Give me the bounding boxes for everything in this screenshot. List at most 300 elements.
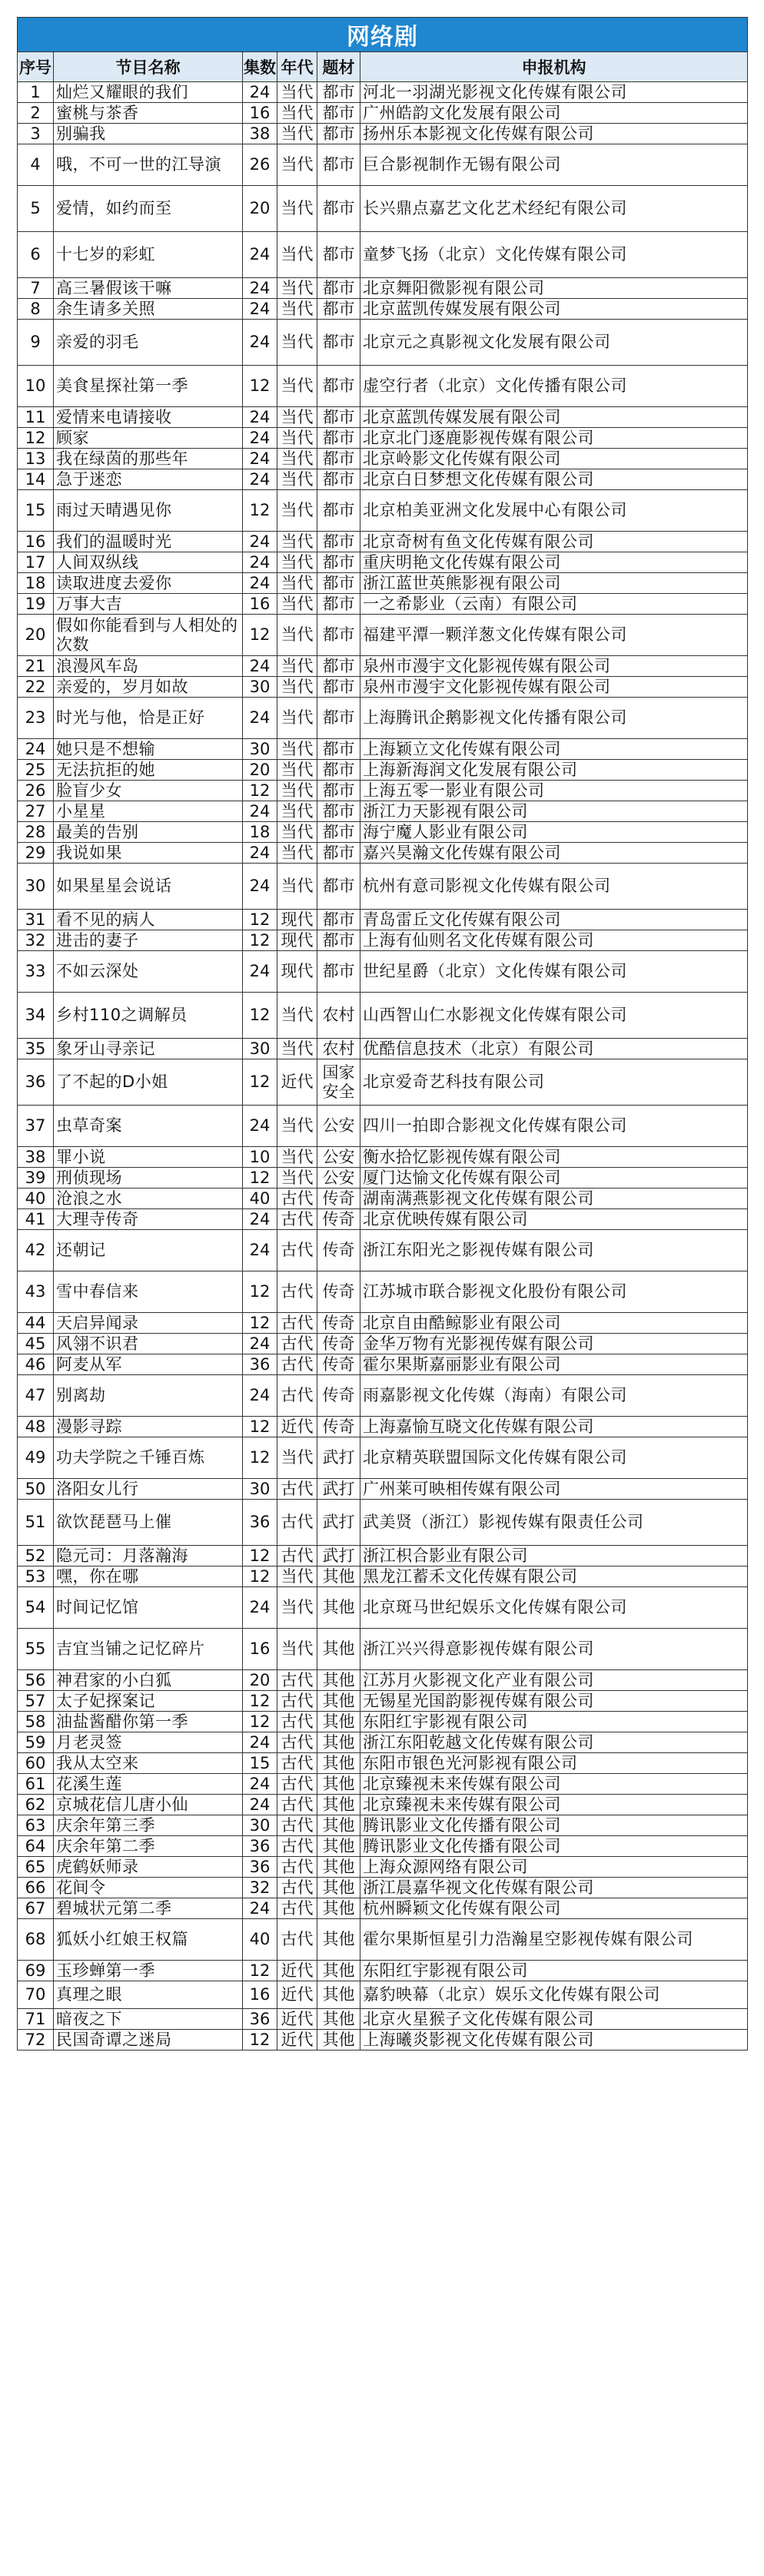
cell-title: 暗夜之下 (54, 2009, 243, 2030)
table-row (18, 552, 748, 573)
cell-genre: 都市 (317, 144, 360, 186)
cell-genre: 传奇 (317, 1313, 360, 1334)
cell-era: 当代 (277, 1106, 317, 1147)
cell-number: 15 (18, 490, 54, 532)
cell-organization: 世纪星爵（北京）文化传媒有限公司 (360, 951, 748, 993)
cell-episodes: 24 (243, 449, 277, 469)
header-number: 序号 (18, 52, 54, 82)
cell-number: 3 (18, 124, 54, 144)
cell-title: 象牙山寻亲记 (54, 1039, 243, 1059)
cell-organization: 嘉兴昊瀚文化传媒有限公司 (360, 843, 748, 864)
table-row (18, 1670, 748, 1691)
table-row (18, 144, 748, 186)
cell-organization: 黑龙江蓄禾文化传媒有限公司 (360, 1566, 748, 1587)
cell-number: 17 (18, 552, 54, 573)
cell-era: 当代 (277, 993, 317, 1039)
cell-number: 16 (18, 532, 54, 552)
table-row (18, 1774, 748, 1795)
cell-title: 人间双纵线 (54, 552, 243, 573)
table-row (18, 1691, 748, 1712)
table-row (18, 1417, 748, 1437)
cell-title: 狐妖小红娘王权篇 (54, 1919, 243, 1961)
cell-episodes: 12 (243, 1059, 277, 1106)
cell-era: 当代 (277, 1147, 317, 1168)
cell-title: 蜜桃与茶香 (54, 103, 243, 124)
cell-era: 近代 (277, 2030, 317, 2051)
cell-number: 70 (18, 1981, 54, 2009)
cell-episodes: 16 (243, 103, 277, 124)
cell-episodes: 36 (243, 2009, 277, 2030)
cell-title: 不如云深处 (54, 951, 243, 993)
cell-organization: 上海嘉愉互晓文化传媒有限公司 (360, 1417, 748, 1437)
cell-title: 罪小说 (54, 1147, 243, 1168)
cell-title: 亲爱的羽毛 (54, 320, 243, 366)
table-row (18, 1898, 748, 1919)
cell-genre: 传奇 (317, 1230, 360, 1271)
table-row (18, 82, 748, 103)
table-row (18, 1354, 748, 1375)
cell-genre: 传奇 (317, 1375, 360, 1417)
cell-genre: 都市 (317, 124, 360, 144)
cell-number: 35 (18, 1039, 54, 1059)
cell-number: 47 (18, 1375, 54, 1417)
cell-title: 乡村110之调解员 (54, 993, 243, 1039)
cell-episodes: 30 (243, 677, 277, 698)
cell-title: 我们的温暖时光 (54, 532, 243, 552)
table-row (18, 1732, 748, 1753)
cell-episodes: 12 (243, 993, 277, 1039)
header-episodes: 集数 (243, 52, 277, 82)
cell-organization: 江苏月火影视文化产业有限公司 (360, 1670, 748, 1691)
cell-episodes: 12 (243, 781, 277, 801)
cell-organization: 青岛雷丘文化传媒有限公司 (360, 910, 748, 930)
cell-era: 当代 (277, 677, 317, 698)
table-row (18, 232, 748, 278)
table-row (18, 1334, 748, 1354)
cell-episodes: 24 (243, 1774, 277, 1795)
cell-era: 古代 (277, 1712, 317, 1732)
cell-genre: 传奇 (317, 1354, 360, 1375)
cell-genre: 其他 (317, 1670, 360, 1691)
cell-number: 59 (18, 1732, 54, 1753)
cell-era: 当代 (277, 532, 317, 552)
cell-number: 65 (18, 1857, 54, 1878)
cell-episodes: 12 (243, 1961, 277, 1981)
cell-number: 36 (18, 1059, 54, 1106)
cell-number: 37 (18, 1106, 54, 1147)
cell-era: 当代 (277, 1629, 317, 1670)
cell-organization: 河北一羽湖光影视文化传媒有限公司 (360, 82, 748, 103)
cell-genre: 传奇 (317, 1189, 360, 1209)
cell-episodes: 24 (243, 1795, 277, 1815)
cell-episodes: 24 (243, 698, 277, 739)
cell-era: 近代 (277, 2009, 317, 2030)
cell-title: 沧浪之水 (54, 1189, 243, 1209)
cell-organization: 北京火星猴子文化传媒有限公司 (360, 2009, 748, 2030)
table-row (18, 993, 748, 1039)
cell-number: 7 (18, 278, 54, 299)
cell-genre: 其他 (317, 1981, 360, 2009)
cell-era: 现代 (277, 951, 317, 993)
cell-number: 14 (18, 469, 54, 490)
cell-number: 48 (18, 1417, 54, 1437)
cell-number: 42 (18, 1230, 54, 1271)
cell-genre: 其他 (317, 2030, 360, 2051)
cell-number: 8 (18, 299, 54, 320)
cell-era: 古代 (277, 1670, 317, 1691)
cell-organization: 北京爱奇艺科技有限公司 (360, 1059, 748, 1106)
cell-era: 古代 (277, 1354, 317, 1375)
cell-organization: 江苏城市联合影视文化股份有限公司 (360, 1271, 748, 1313)
cell-episodes: 24 (243, 1209, 277, 1230)
cell-organization: 四川一拍即合影视文化传媒有限公司 (360, 1106, 748, 1147)
cell-title: 庆余年第二季 (54, 1836, 243, 1857)
cell-organization: 浙江东阳乾越文化传媒有限公司 (360, 1732, 748, 1753)
cell-genre: 都市 (317, 469, 360, 490)
cell-number: 26 (18, 781, 54, 801)
cell-number: 45 (18, 1334, 54, 1354)
cell-title: 无法抗拒的她 (54, 760, 243, 781)
cell-genre: 都市 (317, 407, 360, 428)
cell-era: 古代 (277, 1898, 317, 1919)
cell-title: 读取进度去爱你 (54, 573, 243, 594)
cell-episodes: 40 (243, 1189, 277, 1209)
cell-episodes: 24 (243, 428, 277, 449)
cell-episodes: 24 (243, 552, 277, 573)
cell-organization: 浙江枳合影业有限公司 (360, 1546, 748, 1566)
cell-episodes: 36 (243, 1836, 277, 1857)
cell-organization: 武美贤（浙江）影视传媒有限责任公司 (360, 1500, 748, 1546)
header-organization: 申报机构 (360, 52, 748, 82)
cell-era: 当代 (277, 366, 317, 407)
cell-episodes: 12 (243, 1546, 277, 1566)
table-row (18, 1437, 748, 1479)
table-row (18, 2009, 748, 2030)
cell-title: 隐元司：月落瀚海 (54, 1546, 243, 1566)
cell-number: 5 (18, 186, 54, 232)
cell-number: 52 (18, 1546, 54, 1566)
cell-organization: 上海新海润文化发展有限公司 (360, 760, 748, 781)
cell-episodes: 16 (243, 1981, 277, 2009)
cell-title: 她只是不想输 (54, 739, 243, 760)
cell-number: 54 (18, 1587, 54, 1629)
cell-number: 25 (18, 760, 54, 781)
table-row (18, 1712, 748, 1732)
cell-title: 亲爱的，岁月如故 (54, 677, 243, 698)
cell-title: 美食星探社第一季 (54, 366, 243, 407)
cell-number: 1 (18, 82, 54, 103)
cell-genre: 都市 (317, 573, 360, 594)
cell-episodes: 26 (243, 144, 277, 186)
cell-era: 现代 (277, 910, 317, 930)
cell-episodes: 24 (243, 656, 277, 677)
table-row (18, 469, 748, 490)
cell-title: 嘿，你在哪 (54, 1566, 243, 1587)
table-row (18, 1836, 748, 1857)
table-row (18, 103, 748, 124)
cell-episodes: 16 (243, 594, 277, 615)
table-row (18, 594, 748, 615)
cell-era: 当代 (277, 428, 317, 449)
table-row (18, 299, 748, 320)
cell-title: 风翎不识君 (54, 1334, 243, 1354)
cell-title: 功夫学院之千锤百炼 (54, 1437, 243, 1479)
cell-era: 当代 (277, 739, 317, 760)
cell-title: 京城花信儿唐小仙 (54, 1795, 243, 1815)
table-row (18, 1500, 748, 1546)
cell-era: 当代 (277, 843, 317, 864)
cell-era: 当代 (277, 407, 317, 428)
cell-era: 当代 (277, 573, 317, 594)
cell-episodes: 12 (243, 910, 277, 930)
cell-title: 别骗我 (54, 124, 243, 144)
cell-genre: 其他 (317, 1691, 360, 1712)
cell-genre: 都市 (317, 103, 360, 124)
cell-episodes: 15 (243, 1753, 277, 1774)
cell-organization: 雨嘉影视文化传媒（海南）有限公司 (360, 1375, 748, 1417)
table-title-row (18, 18, 748, 52)
cell-episodes: 30 (243, 1039, 277, 1059)
cell-episodes: 24 (243, 1375, 277, 1417)
table-row (18, 698, 748, 739)
cell-title: 小星星 (54, 801, 243, 822)
cell-title: 大理寺传奇 (54, 1209, 243, 1230)
table-row (18, 1961, 748, 1981)
cell-episodes: 24 (243, 864, 277, 910)
cell-organization: 霍尔果斯恒星引力浩瀚星空影视传媒有限公司 (360, 1919, 748, 1961)
cell-genre: 其他 (317, 1774, 360, 1795)
cell-title: 急于迷恋 (54, 469, 243, 490)
cell-number: 68 (18, 1919, 54, 1961)
cell-genre: 其他 (317, 1566, 360, 1587)
table-row (18, 1919, 748, 1961)
cell-era: 当代 (277, 552, 317, 573)
cell-number: 11 (18, 407, 54, 428)
table-row (18, 801, 748, 822)
cell-organization: 杭州有意司影视文化传媒有限公司 (360, 864, 748, 910)
cell-title: 吉宜当铺之记忆碎片 (54, 1629, 243, 1670)
cell-number: 66 (18, 1878, 54, 1898)
cell-episodes: 24 (243, 1732, 277, 1753)
cell-organization: 重庆明艳文化传媒有限公司 (360, 552, 748, 573)
table-row (18, 739, 748, 760)
cell-number: 69 (18, 1961, 54, 1981)
cell-genre: 其他 (317, 1712, 360, 1732)
cell-genre: 都市 (317, 698, 360, 739)
cell-title: 庆余年第三季 (54, 1815, 243, 1836)
cell-genre: 都市 (317, 760, 360, 781)
cell-era: 当代 (277, 186, 317, 232)
cell-title: 看不见的病人 (54, 910, 243, 930)
cell-number: 46 (18, 1354, 54, 1375)
cell-episodes: 12 (243, 1712, 277, 1732)
cell-episodes: 30 (243, 739, 277, 760)
cell-episodes: 24 (243, 1587, 277, 1629)
cell-era: 当代 (277, 1437, 317, 1479)
cell-genre: 都市 (317, 299, 360, 320)
cell-number: 31 (18, 910, 54, 930)
table-row (18, 1375, 748, 1417)
table-title: 网络剧 (18, 18, 748, 52)
cell-title: 假如你能看到与人相处的次数 (54, 615, 243, 656)
cell-era: 古代 (277, 1375, 317, 1417)
cell-organization: 金华万物有光影视传媒有限公司 (360, 1334, 748, 1354)
cell-number: 33 (18, 951, 54, 993)
cell-number: 4 (18, 144, 54, 186)
table-row (18, 1587, 748, 1629)
cell-episodes: 24 (243, 1230, 277, 1271)
cell-episodes: 20 (243, 1670, 277, 1691)
cell-era: 当代 (277, 144, 317, 186)
cell-genre: 其他 (317, 2009, 360, 2030)
cell-organization: 优酷信息技术（北京）有限公司 (360, 1039, 748, 1059)
cell-title: 高三暑假该干嘛 (54, 278, 243, 299)
cell-era: 古代 (277, 1815, 317, 1836)
table-row (18, 1313, 748, 1334)
cell-era: 当代 (277, 698, 317, 739)
cell-episodes: 16 (243, 1629, 277, 1670)
table-row (18, 124, 748, 144)
cell-title: 洛阳女儿行 (54, 1479, 243, 1500)
cell-number: 60 (18, 1753, 54, 1774)
cell-number: 38 (18, 1147, 54, 1168)
cell-organization: 东阳红宇影视有限公司 (360, 1961, 748, 1981)
table-row (18, 1795, 748, 1815)
cell-number: 9 (18, 320, 54, 366)
cell-organization: 衡水拾忆影视传媒有限公司 (360, 1147, 748, 1168)
cell-era: 近代 (277, 1981, 317, 2009)
header-title: 节目名称 (54, 52, 243, 82)
cell-genre: 都市 (317, 366, 360, 407)
cell-title: 刑侦现场 (54, 1168, 243, 1189)
cell-number: 40 (18, 1189, 54, 1209)
cell-number: 58 (18, 1712, 54, 1732)
table-row (18, 407, 748, 428)
cell-era: 当代 (277, 103, 317, 124)
cell-episodes: 24 (243, 278, 277, 299)
cell-title: 欲饮琵琶马上催 (54, 1500, 243, 1546)
cell-organization: 北京蓝凯传媒发展有限公司 (360, 299, 748, 320)
cell-organization: 东阳红宇影视有限公司 (360, 1712, 748, 1732)
cell-genre: 都市 (317, 822, 360, 843)
cell-era: 当代 (277, 232, 317, 278)
cell-number: 53 (18, 1566, 54, 1587)
table-row (18, 1981, 748, 2009)
cell-number: 24 (18, 739, 54, 760)
cell-era: 近代 (277, 1059, 317, 1106)
cell-number: 21 (18, 656, 54, 677)
table-row (18, 320, 748, 366)
cell-number: 44 (18, 1313, 54, 1334)
cell-organization: 霍尔果斯嘉丽影业有限公司 (360, 1354, 748, 1375)
cell-genre: 都市 (317, 320, 360, 366)
cell-episodes: 24 (243, 1334, 277, 1354)
cell-genre: 都市 (317, 278, 360, 299)
cell-title: 时光与他，恰是正好 (54, 698, 243, 739)
cell-title: 还朝记 (54, 1230, 243, 1271)
table-row (18, 843, 748, 864)
cell-organization: 北京白日梦想文化传媒有限公司 (360, 469, 748, 490)
cell-organization: 湖南满燕影视文化传媒有限公司 (360, 1189, 748, 1209)
cell-genre: 其他 (317, 1836, 360, 1857)
cell-era: 当代 (277, 449, 317, 469)
cell-number: 72 (18, 2030, 54, 2051)
cell-organization: 杭州瞬颖文化传媒有限公司 (360, 1898, 748, 1919)
cell-episodes: 18 (243, 822, 277, 843)
cell-era: 当代 (277, 490, 317, 532)
cell-number: 27 (18, 801, 54, 822)
cell-organization: 上海颖立文化传媒有限公司 (360, 739, 748, 760)
cell-episodes: 24 (243, 843, 277, 864)
cell-number: 64 (18, 1836, 54, 1857)
cell-genre: 其他 (317, 1815, 360, 1836)
cell-genre: 其他 (317, 1857, 360, 1878)
cell-era: 古代 (277, 1271, 317, 1313)
cell-episodes: 12 (243, 615, 277, 656)
table-row (18, 573, 748, 594)
cell-genre: 公安 (317, 1168, 360, 1189)
cell-genre: 都市 (317, 781, 360, 801)
table-row (18, 449, 748, 469)
cell-title: 碧城状元第二季 (54, 1898, 243, 1919)
table-row (18, 1271, 748, 1313)
cell-organization: 腾讯影业文化传播有限公司 (360, 1815, 748, 1836)
cell-genre: 国家安全 (317, 1059, 360, 1106)
cell-era: 古代 (277, 1795, 317, 1815)
cell-number: 6 (18, 232, 54, 278)
table-row (18, 366, 748, 407)
cell-era: 古代 (277, 1230, 317, 1271)
cell-organization: 一之希影业（云南）有限公司 (360, 594, 748, 615)
cell-episodes: 24 (243, 532, 277, 552)
cell-title: 爱情，如约而至 (54, 186, 243, 232)
cell-organization: 福建平潭一颗洋葱文化传媒有限公司 (360, 615, 748, 656)
cell-organization: 上海有仙则名文化传媒有限公司 (360, 930, 748, 951)
cell-title: 花溪生莲 (54, 1774, 243, 1795)
cell-era: 古代 (277, 1313, 317, 1334)
cell-number: 51 (18, 1500, 54, 1546)
cell-era: 现代 (277, 930, 317, 951)
cell-era: 当代 (277, 822, 317, 843)
cell-title: 十七岁的彩虹 (54, 232, 243, 278)
cell-era: 当代 (277, 278, 317, 299)
cell-era: 古代 (277, 1774, 317, 1795)
cell-episodes: 32 (243, 1878, 277, 1898)
cell-organization: 东阳市银色光河影视有限公司 (360, 1753, 748, 1774)
cell-genre: 都市 (317, 449, 360, 469)
cell-era: 古代 (277, 1919, 317, 1961)
cell-organization: 北京臻视未来传媒有限公司 (360, 1795, 748, 1815)
cell-title: 天启异闻录 (54, 1313, 243, 1334)
cell-number: 56 (18, 1670, 54, 1691)
cell-era: 当代 (277, 1039, 317, 1059)
cell-organization: 长兴鼎点嘉艺文化艺术经纪有限公司 (360, 186, 748, 232)
cell-organization: 北京蓝凯传媒发展有限公司 (360, 407, 748, 428)
cell-title: 余生请多关照 (54, 299, 243, 320)
cell-genre: 传奇 (317, 1271, 360, 1313)
cell-number: 61 (18, 1774, 54, 1795)
table-row (18, 615, 748, 656)
cell-era: 古代 (277, 1732, 317, 1753)
cell-genre: 其他 (317, 1753, 360, 1774)
cell-episodes: 30 (243, 1815, 277, 1836)
cell-number: 12 (18, 428, 54, 449)
cell-title: 玉珍蝉第一季 (54, 1961, 243, 1981)
cell-number: 30 (18, 864, 54, 910)
cell-number: 10 (18, 366, 54, 407)
cell-genre: 其他 (317, 1587, 360, 1629)
cell-number: 29 (18, 843, 54, 864)
